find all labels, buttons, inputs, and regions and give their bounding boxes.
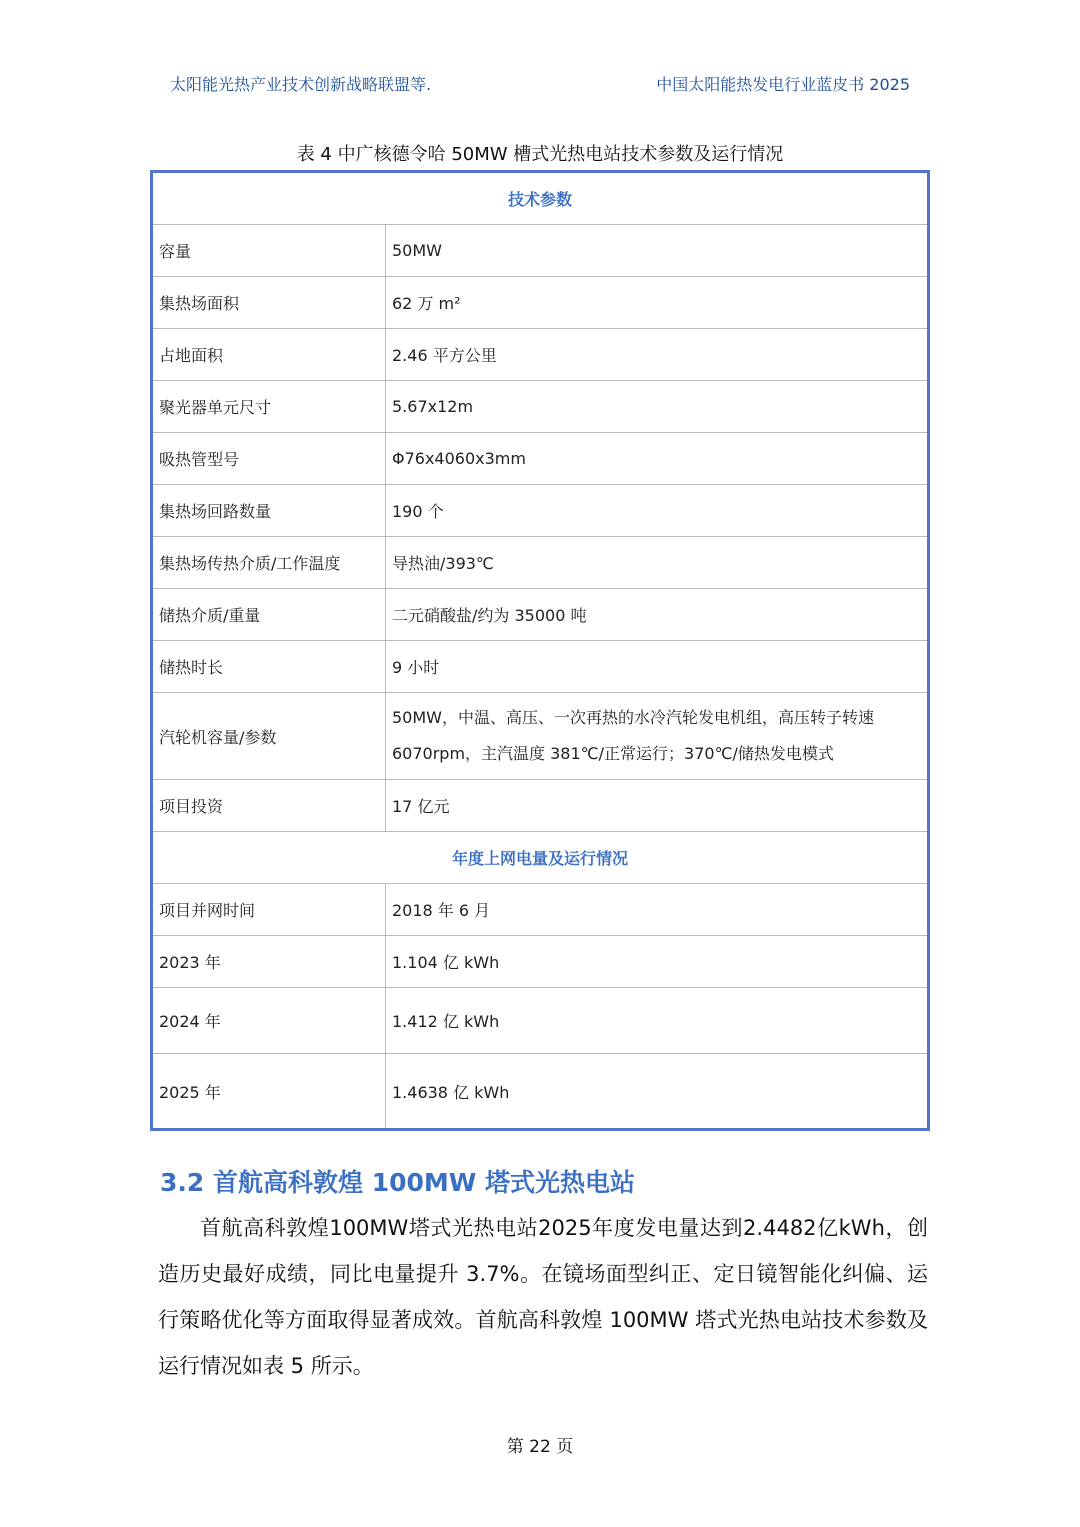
table-row — [152, 780, 929, 832]
row-value: 190 个 — [386, 485, 929, 537]
body-paragraph: 首航高科敦煌100MW塔式光热电站2025年度发电量达到2.4482亿kWh，创造历史最好成绩，同比电量提升 3.7%。在镜场面型纠正、定日镜智能化纠偏、运行策略优化等方面取得显著成效。首航高科敦煌 100MW 塔式光热电站技术参数及运行情况如表 5 所示。 — [158, 1216, 928, 1378]
table-row — [152, 433, 929, 485]
row-value: 50MW — [386, 225, 929, 277]
table-row — [152, 485, 929, 537]
row-label: 项目投资 — [152, 780, 386, 832]
table-row — [152, 329, 929, 381]
row-value: 62 万 m² — [386, 277, 929, 329]
table-row — [152, 537, 929, 589]
section-title-technical: 技术参数 — [152, 172, 929, 225]
section-header-row — [152, 832, 929, 884]
table-row — [152, 693, 929, 780]
row-value: Φ76x4060x3mm — [386, 433, 929, 485]
table-row — [152, 277, 929, 329]
row-label: 聚光器单元尺寸 — [152, 381, 386, 433]
row-value: 1.4638 亿 kWh — [386, 1054, 929, 1130]
row-value: 2.46 平方公里 — [386, 329, 929, 381]
row-label: 项目并网时间 — [152, 884, 386, 936]
table-caption: 表 4 中广核德令哈 50MW 槽式光热电站技术参数及运行情况 — [296, 144, 784, 165]
section-title-operation: 年度上网电量及运行情况 — [152, 832, 929, 884]
section-heading: 3.2 首航高科敦煌 100MW 塔式光热电站 — [160, 1168, 636, 1197]
row-label: 集热场回路数量 — [152, 485, 386, 537]
table-row — [152, 884, 929, 936]
row-value: 50MW，中温、高压、一次再热的水冷汽轮发电机组，高压转子转速 6070rpm，主汽温度 381℃/正常运行；370℃/储热发电模式 — [386, 693, 929, 780]
row-label: 容量 — [152, 225, 386, 277]
row-value: 二元硝酸盐/约为 35000 吨 — [386, 589, 929, 641]
row-label: 占地面积 — [152, 329, 386, 381]
table-row — [152, 225, 929, 277]
row-label: 储热介质/重量 — [152, 589, 386, 641]
table-row — [152, 936, 929, 988]
row-value: 5.67x12m — [386, 381, 929, 433]
row-label: 集热场传热介质/工作温度 — [152, 537, 386, 589]
row-value: 1.412 亿 kWh — [386, 988, 929, 1054]
row-value: 2018 年 6 月 — [386, 884, 929, 936]
row-label: 2025 年 — [152, 1054, 386, 1130]
row-value: 导热油/393℃ — [386, 537, 929, 589]
row-value: 1.104 亿 kWh — [386, 936, 929, 988]
header-right-text: 中国太阳能热发电行业蓝皮书 2025 — [656, 75, 910, 94]
row-label: 储热时长 — [152, 641, 386, 693]
table-row — [152, 641, 929, 693]
table-row — [152, 589, 929, 641]
header-left-text: 太阳能光热产业技术创新战略联盟等. — [170, 75, 432, 94]
row-value: 9 小时 — [386, 641, 929, 693]
row-label: 汽轮机容量/参数 — [152, 693, 386, 780]
table-row — [152, 381, 929, 433]
row-value: 17 亿元 — [386, 780, 929, 832]
parameters-table — [150, 170, 930, 1131]
row-label: 集热场面积 — [152, 277, 386, 329]
table-row — [152, 988, 929, 1054]
row-label: 2023 年 — [152, 936, 386, 988]
section-header-row — [152, 172, 929, 225]
page-number: 第 22 页 — [506, 1437, 574, 1457]
table-row — [152, 1054, 929, 1130]
row-label: 吸热管型号 — [152, 433, 386, 485]
row-label: 2024 年 — [152, 988, 386, 1054]
